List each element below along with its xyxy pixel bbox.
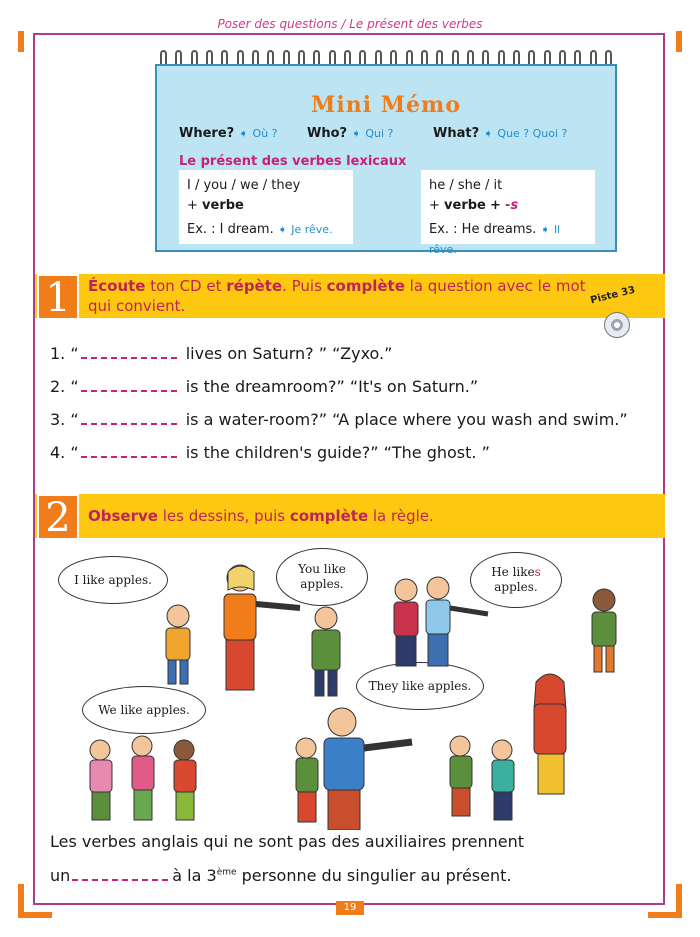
exercise1-item-4 bbox=[50, 443, 490, 462]
question-word: What? bbox=[433, 126, 480, 141]
bubble-text: They like apples. bbox=[368, 678, 472, 693]
bubble-text: You like bbox=[298, 562, 346, 576]
question-translation: Où ? bbox=[252, 127, 278, 140]
plus-sign: + bbox=[429, 198, 440, 213]
page-number: 19 bbox=[336, 901, 364, 915]
exercise1-item-2 bbox=[50, 377, 478, 396]
man-figure bbox=[324, 708, 412, 830]
verb-word: verbe bbox=[444, 198, 486, 213]
group-figure bbox=[90, 736, 196, 820]
question-translation: Qui ? bbox=[365, 127, 394, 140]
bubble-text-part: He like bbox=[491, 565, 535, 579]
rule-line-1: Les verbes anglais qui ne sont pas des auxiliaires prennent bbox=[50, 832, 525, 851]
bubble-text: apples. bbox=[300, 577, 344, 591]
rule-text: personne du singulier au présent. bbox=[236, 866, 512, 885]
arrow-icon: ➧ bbox=[351, 127, 361, 140]
instruction-text: ton CD et bbox=[145, 277, 227, 295]
cd-label: Piste 33 bbox=[589, 284, 637, 307]
example-translation: Je rêve. bbox=[291, 223, 333, 236]
rule-text: un bbox=[50, 866, 71, 885]
header-title: Poser des questions / Le présent des verbes bbox=[211, 17, 488, 31]
arrow-icon: ➧ bbox=[540, 223, 550, 236]
right-rule bbox=[429, 196, 587, 216]
question-word: Where? bbox=[179, 126, 235, 141]
child-figure bbox=[592, 589, 616, 672]
right-example bbox=[429, 220, 587, 260]
item-text: lives on Saturn? ” “Zyxo.” bbox=[180, 344, 393, 363]
example-text: Ex. : He dreams. bbox=[429, 222, 537, 237]
pair-figure bbox=[394, 577, 488, 666]
memo-left-box bbox=[179, 170, 353, 244]
bubble-text: I like apples. bbox=[74, 572, 152, 587]
right-subjects: he / she / it bbox=[429, 178, 503, 193]
memo-title: Mini Mémo bbox=[310, 92, 462, 118]
blank-field[interactable] bbox=[81, 411, 177, 425]
corner-br-v bbox=[676, 884, 682, 918]
illustration bbox=[60, 560, 620, 830]
woman-figure bbox=[224, 565, 300, 690]
instruction-text: la question avec le mot qui convient. bbox=[88, 277, 586, 315]
blank-field[interactable] bbox=[81, 444, 177, 458]
exercise2-instruction bbox=[88, 506, 608, 526]
exercise1-number: 1 bbox=[37, 274, 79, 320]
exercise1-item-1 bbox=[50, 344, 392, 363]
question-where bbox=[179, 126, 277, 141]
exercise1-item-3 bbox=[50, 410, 628, 429]
question-translation: Que ? Quoi ? bbox=[497, 127, 568, 140]
keyword: complète bbox=[289, 507, 369, 525]
instruction-text: . Puis bbox=[282, 277, 327, 295]
instruction-text: les dessins, puis bbox=[157, 507, 290, 525]
example-text: Ex. : I dream. bbox=[187, 222, 274, 237]
item-text: is the dreamroom?” “It's on Saturn.” bbox=[180, 377, 479, 396]
item-number: 4. “ bbox=[50, 443, 79, 462]
group-figure bbox=[450, 674, 566, 820]
bubble-text: apples. bbox=[494, 580, 538, 594]
item-text: is the children's guide?” “The ghost. ” bbox=[180, 443, 490, 462]
keyword: Observe bbox=[88, 507, 158, 525]
verb-word: verbe bbox=[202, 198, 244, 213]
plus-sign: + bbox=[187, 198, 198, 213]
item-number: 3. “ bbox=[50, 410, 79, 429]
left-example bbox=[187, 220, 345, 240]
blank-field[interactable] bbox=[81, 378, 177, 392]
question-word: Who? bbox=[307, 126, 348, 141]
question-what bbox=[433, 126, 567, 141]
highlight-s: s bbox=[534, 565, 541, 579]
exercise2-number: 2 bbox=[37, 494, 79, 540]
suffix-s: -s bbox=[505, 198, 519, 213]
exercise1-instruction bbox=[88, 276, 608, 316]
arrow-icon: ➧ bbox=[238, 127, 248, 140]
keyword: complète bbox=[326, 277, 405, 295]
keyword: Écoute bbox=[88, 277, 146, 295]
question-who bbox=[307, 126, 393, 141]
keyword: répète bbox=[226, 277, 283, 295]
blank-field[interactable] bbox=[81, 345, 177, 359]
arrow-icon: ➧ bbox=[483, 127, 493, 140]
mini-memo bbox=[155, 64, 617, 256]
superscript: ème bbox=[216, 867, 237, 878]
blank-field[interactable] bbox=[72, 867, 168, 881]
left-rule bbox=[187, 196, 345, 216]
item-number: 2. “ bbox=[50, 377, 79, 396]
arrow-icon: ➧ bbox=[277, 223, 288, 236]
example-translation: Il rêve. bbox=[429, 223, 561, 256]
item-number: 1. “ bbox=[50, 344, 79, 363]
child-figure bbox=[166, 605, 190, 684]
plus-sign: + bbox=[490, 198, 501, 213]
item-text: is a water-room?” “A place where you wash and swim.” bbox=[180, 410, 628, 429]
memo-subtitle: Le présent des verbes lexicaux bbox=[179, 154, 407, 169]
cd-icon bbox=[604, 312, 630, 338]
rule-line-2 bbox=[50, 866, 511, 885]
bubble-text: We like apples. bbox=[98, 702, 190, 717]
left-subjects: I / you / we / they bbox=[187, 178, 301, 193]
boy-figure bbox=[312, 607, 340, 696]
instruction-text: la règle. bbox=[368, 507, 434, 525]
page-header bbox=[0, 17, 700, 31]
memo-right-box bbox=[421, 170, 595, 256]
corner-bl-v bbox=[18, 884, 24, 918]
child-figure bbox=[296, 738, 318, 822]
rule-text: à la 3 bbox=[172, 866, 217, 885]
